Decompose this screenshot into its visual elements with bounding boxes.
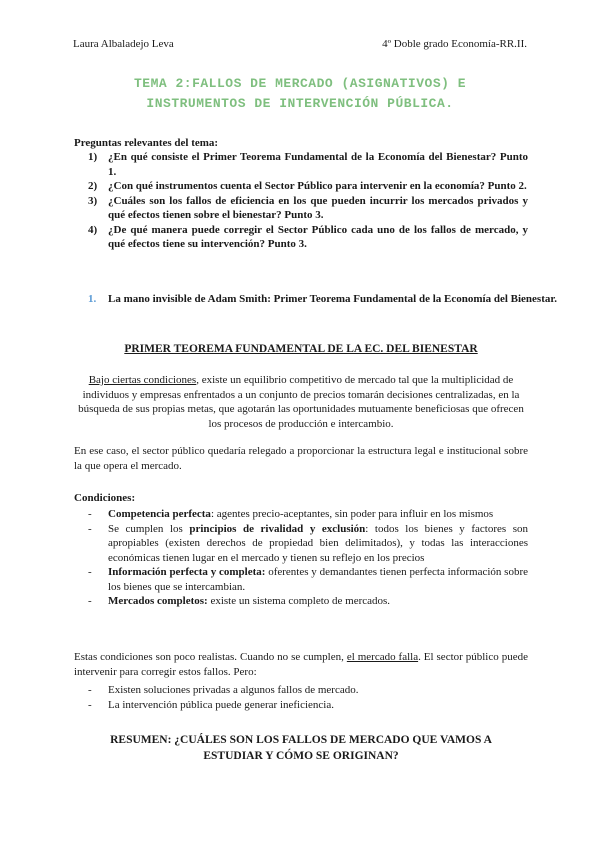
paragraph-definition	[74, 373, 528, 431]
condition-text: existe un sistema completo de mercados.	[207, 595, 391, 607]
question-item	[74, 223, 528, 252]
list-item	[74, 698, 528, 713]
question-number: 2)	[88, 180, 98, 192]
condition-name: principios de rivalidad y exclusión	[189, 522, 366, 535]
condition-item	[74, 522, 528, 566]
underlined-phrase: Bajo ciertas condiciones	[88, 374, 197, 386]
title-line-2: INSTRUMENTOS DE INTERVENCIÓN PÚBLICA.	[146, 96, 454, 111]
condition-text: : agentes precio-aceptantes, sin poder para influir en los mismos	[210, 508, 494, 520]
questions-list	[74, 150, 528, 252]
paragraph-text: , existe un equilibrio competitivo de mercado tal que la multiplicidad de individuos y empresas enfrentados a un conjunto de precios tomarán decisiones centralizadas, en la búsqueda de sus propias metas, que agotarán las oportunidades mutuamente beneficiosas que ofrecen los procesos de producción e intercambio.	[78, 374, 524, 430]
pero-list	[74, 683, 528, 712]
condition-text: oferentes y demandantes tienen perfecta información sobre los bienes que se intercambian.	[108, 566, 528, 593]
question-text: ¿De qué manera puede corregir el Sector Público cada uno de los fallos de mercado, y qué efectos tiene su intervención? Punto 3.	[108, 223, 528, 250]
paragraph-text: Estas condiciones son poco realistas. Cuando no se cumplen,	[74, 651, 347, 663]
paragraph-sector-publico: En ese caso, el sector público quedaría relegado a proporcionar la estructura legal e institucional sobre la que opera el mercado.	[74, 445, 528, 472]
section-title: La mano invisible de Adam Smith: Primer Teorema Fundamental de la Economía del Bienestar.	[108, 293, 557, 305]
condition-name: Información perfecta y completa:	[108, 566, 266, 578]
list-item	[74, 683, 528, 698]
bullet-dash: -	[88, 508, 92, 520]
question-item	[74, 194, 528, 223]
bullet-dash: -	[88, 566, 92, 578]
list-item-text: La intervención pública puede generar ineficiencia.	[108, 698, 334, 711]
conditions-heading: Condiciones:	[74, 492, 136, 504]
summary-heading: RESUMEN: ¿CUÁLES SON LOS FALLOS DE MERCADO QUE VAMOS A ESTUDIAR Y CÓMO SE ORIGINAN?	[110, 734, 492, 762]
conditions-list	[74, 507, 528, 609]
question-item	[74, 179, 528, 194]
title-line-1: TEMA 2:FALLOS DE MERCADO (ASIGNATIVOS) E	[133, 76, 467, 91]
question-text: ¿Con qué instrumentos cuenta el Sector Público para intervenir en la economía? Punto 2.	[108, 180, 527, 192]
bullet-dash: -	[88, 522, 92, 535]
course-name: 4º Doble grado Economía-RR.II.	[382, 38, 527, 50]
condition-item	[74, 507, 528, 522]
condition-item	[74, 594, 528, 609]
underlined-phrase: el mercado falla	[346, 651, 419, 663]
page-header	[73, 37, 527, 51]
question-number: 4)	[88, 223, 98, 236]
theorem-heading: PRIMER TEOREMA FUNDAMENTAL DE LA EC. DEL BIENESTAR	[124, 343, 478, 355]
list-item-text: Existen soluciones privadas a algunos fallos de mercado.	[108, 684, 359, 696]
question-number: 1)	[88, 151, 98, 163]
paragraph-text: . El sector público puede intervenir para corregir estos fallos. Pero:	[74, 651, 528, 678]
section-heading	[74, 292, 562, 307]
author-name: Laura Albaladejo Leva	[73, 38, 174, 50]
question-number: 3)	[88, 194, 98, 207]
questions-heading: Preguntas relevantes del tema:	[74, 137, 219, 149]
bullet-dash: -	[88, 698, 92, 711]
condition-name: Mercados completos:	[108, 595, 208, 607]
question-item	[74, 150, 528, 179]
bullet-dash: -	[88, 684, 92, 696]
section-number: 1.	[88, 293, 97, 305]
condition-text: : todos los bienes y factores son apropiables (existen derechos de propiedad bien delimitados), y todas las interacciones económicas tienen lugar en el mercado y tienen su reflejo en los precios	[108, 522, 528, 564]
paragraph-fallos	[74, 650, 528, 679]
document-title	[60, 74, 540, 114]
condition-item	[74, 565, 528, 594]
bullet-dash: -	[88, 595, 92, 607]
question-text: ¿En qué consiste el Primer Teorema Fundamental de la Economía del Bienestar? Punto 1.	[108, 151, 528, 178]
condition-lead: Se cumplen los	[108, 522, 190, 535]
condition-name: Competencia perfecta	[108, 508, 211, 520]
question-text: ¿Cuáles son los fallos de eficiencia en los que pueden incurrir los mercados privados y qué efectos tienen sobre el bienestar? Punto 3.	[108, 194, 528, 221]
